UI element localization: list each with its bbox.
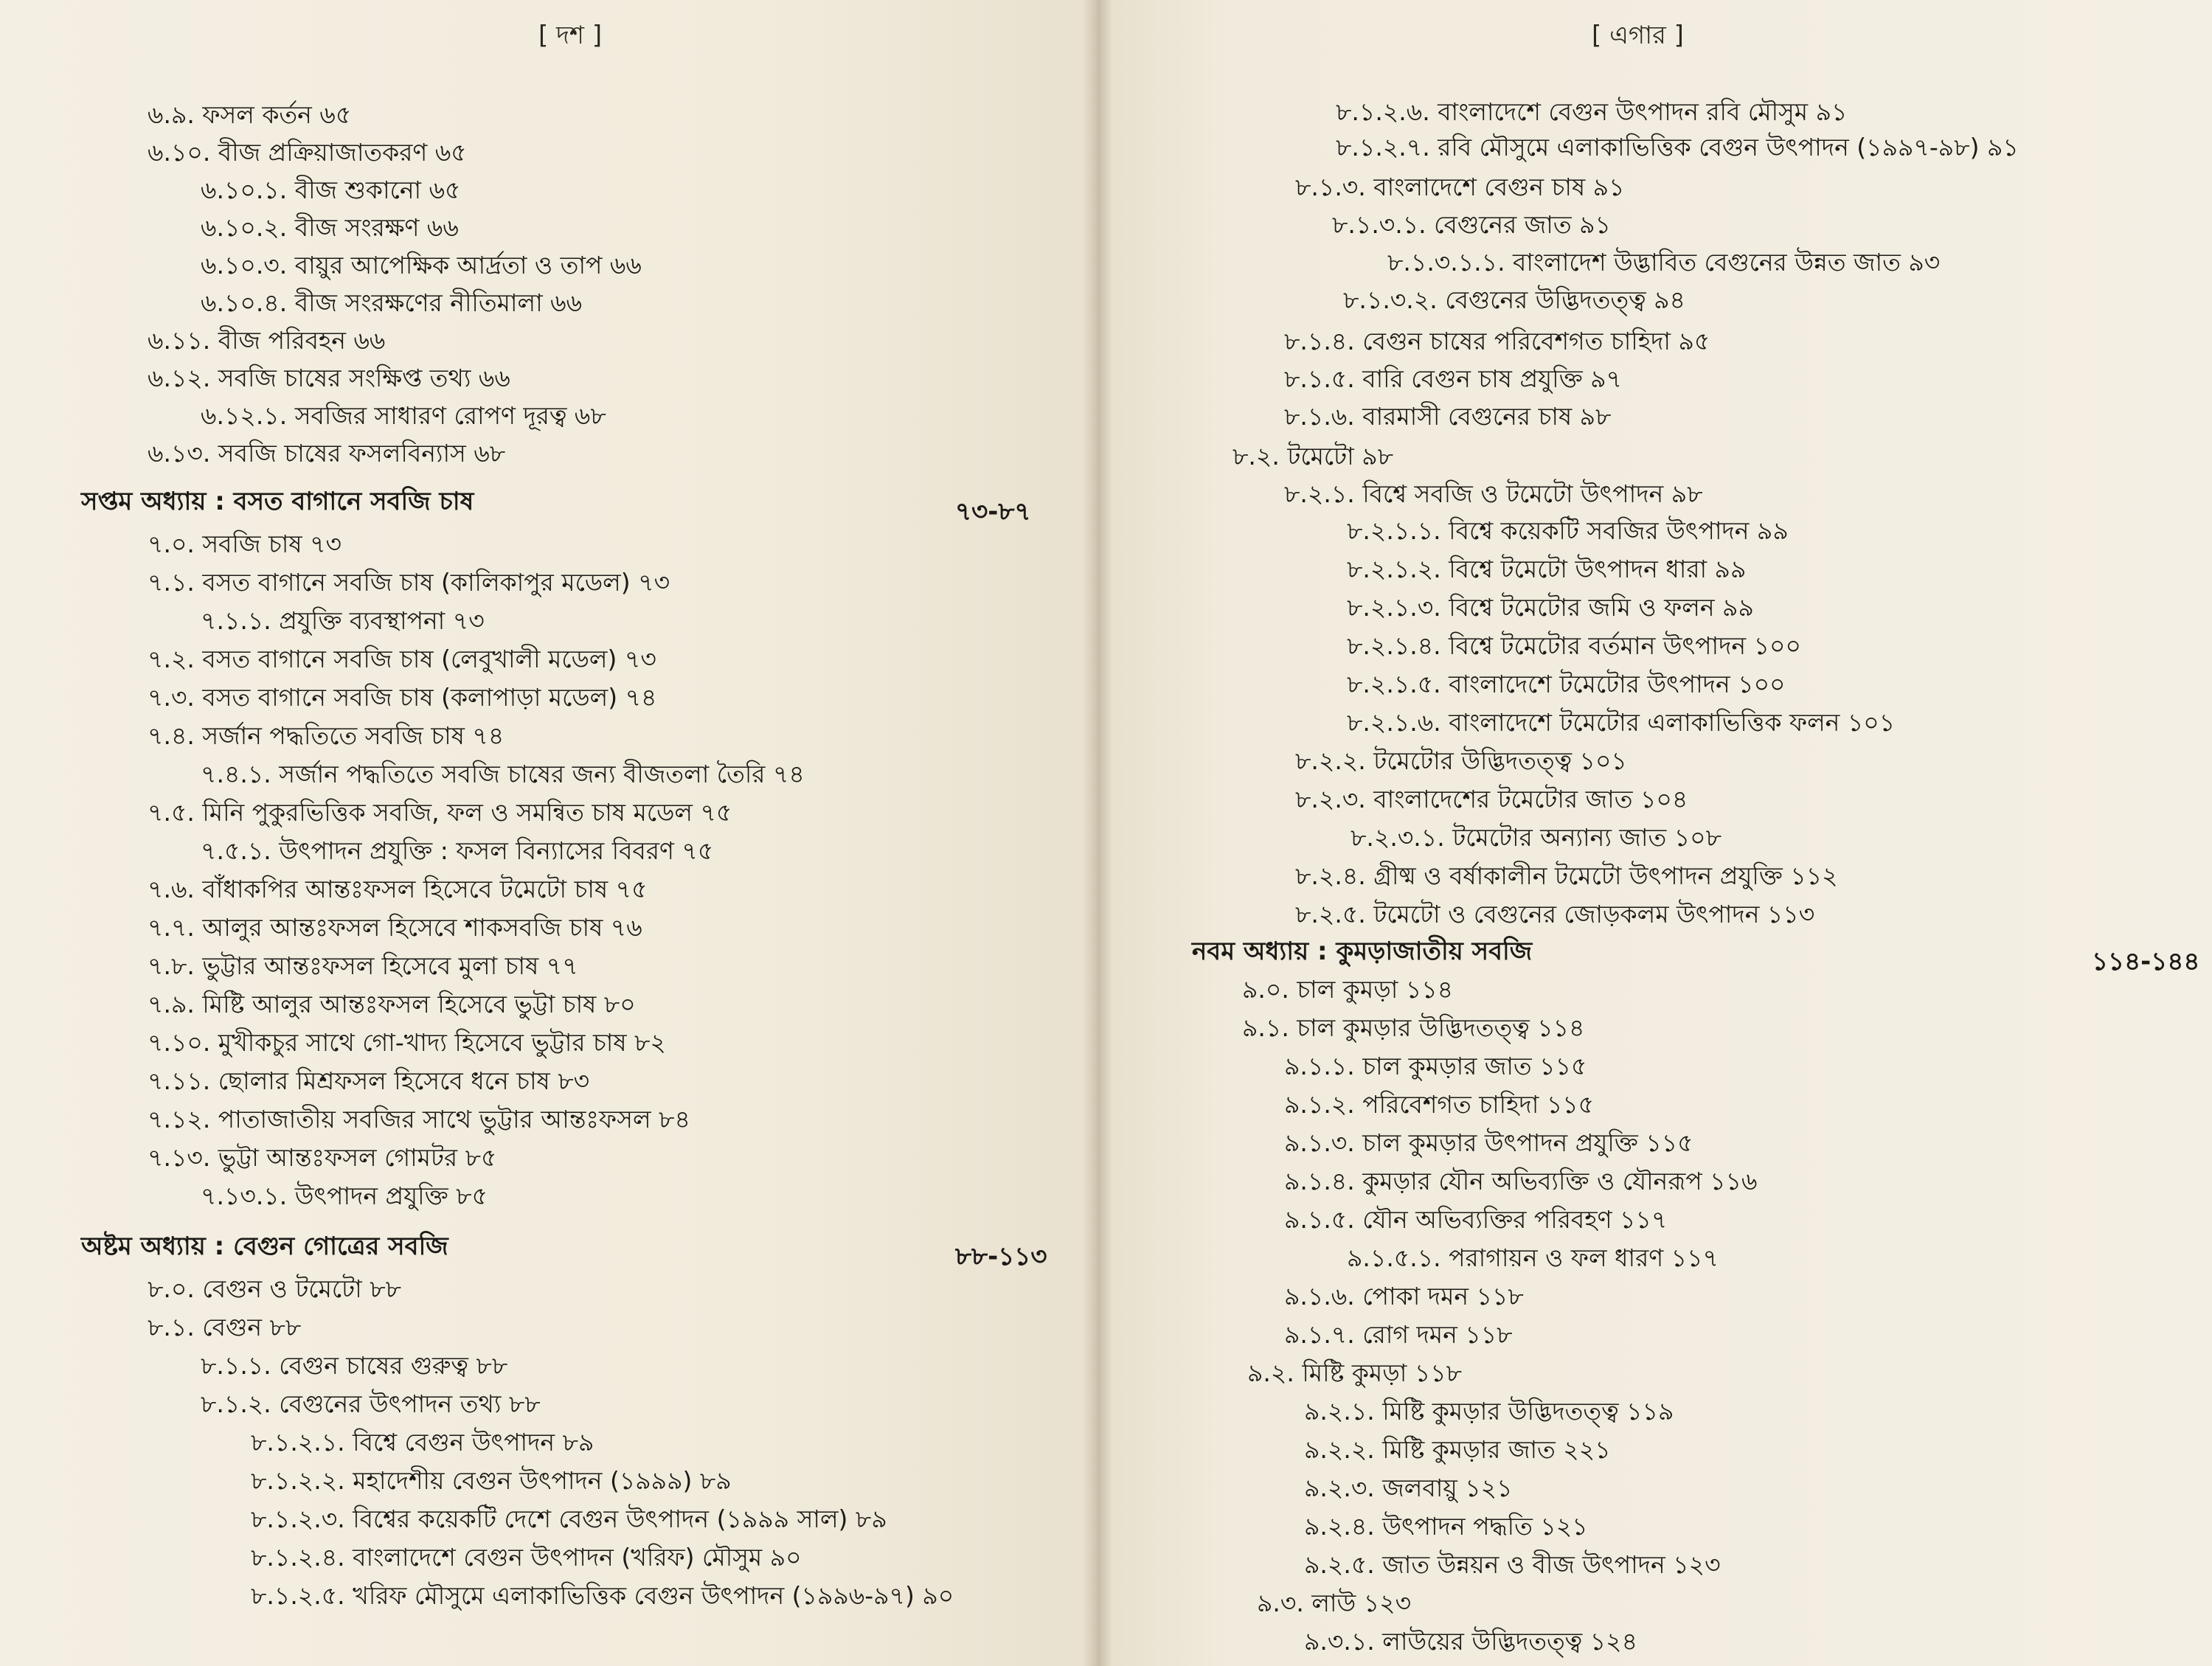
toc-entry: ৯.১.৩. চাল কুমড়ার উৎপাদন প্রযুক্তি ১১৫	[1284, 1128, 1693, 1157]
toc-entry: ৭.৪.১. সর্জান পদ্ধতিতে সবজি চাষের জন্য বীজতলা তৈরি ৭৪	[201, 760, 805, 788]
left-page	[0, 0, 1096, 1666]
toc-entry: ৭.১১. ছোলার মিশ্রফসল হিসেবে ধনে চাষ ৮৩	[148, 1066, 590, 1095]
toc-entry: ৮.১.২.২. মহাদেশীয় বেগুন উৎপাদন (১৯৯৯) ৮৯	[251, 1466, 732, 1495]
chapter-heading: অষ্টম অধ্যায় : বেগুন গোত্রের সবজি	[81, 1232, 448, 1261]
toc-entry: ৮.২.১.৬. বাংলাদেশে টমেটোর এলাকাভিত্তিক ফলন ১০১	[1347, 708, 1896, 737]
right-page	[1096, 0, 2212, 1666]
toc-entry: ৬.১০.২. বীজ সংরক্ষণ ৬৬	[201, 213, 459, 242]
toc-entry: ৮.২.১.১. বিশ্বে কয়েকটি সবজির উৎপাদন ৯৯	[1347, 516, 1789, 545]
toc-entry: ৯.২.৪. উৎপাদন পদ্ধতি ১২১	[1304, 1512, 1588, 1541]
toc-entry: ৮.১.২.১. বিশ্বে বেগুন উৎপাদন ৮৯	[251, 1428, 594, 1457]
toc-entry: ৬.১১. বীজ পরিবহন ৬৬	[148, 326, 386, 355]
toc-entry: ৯.১.৫.১. পরাগায়ন ও ফল ধারণ ১১৭	[1347, 1243, 1719, 1272]
toc-entry: ৯.১.৬. পোকা দমন ১১৮	[1284, 1282, 1524, 1311]
toc-entry: ৬.১০.৪. বীজ সংরক্ষণের নীতিমালা ৬৬	[201, 288, 583, 317]
toc-entry: ৮.২.১.২. বিশ্বে টমেটো উৎপাদন ধারা ৯৯	[1347, 555, 1747, 583]
toc-entry: ৯.২.৩. জলবায়ু ১২১	[1304, 1474, 1513, 1502]
toc-entry: ৭.১৩.১. উৎপাদন প্রযুক্তি ৮৫	[201, 1181, 488, 1210]
toc-entry: ৯.৩. লাউ ১২৩	[1257, 1589, 1412, 1617]
book-gutter	[1083, 0, 1112, 1666]
toc-entry: ৭.১০. মুখীকচুর সাথে গো-খাদ্য হিসেবে ভুট্টার চাষ ৮২	[148, 1028, 666, 1057]
toc-entry: ৮.১.৩.১. বেগুনের জাত ৯১	[1332, 210, 1611, 239]
toc-entry: ৮.১.৬. বারমাসী বেগুনের চাষ ৯৮	[1284, 402, 1612, 431]
toc-entry: ৬.১২.১. সবজির সাধারণ রোপণ দূরত্ব ৬৮	[201, 401, 606, 430]
toc-entry: ৮.১.২.৩. বিশ্বের কয়েকটি দেশে বেগুন উৎপাদন (১৯৯৯ সাল) ৮৯	[251, 1504, 887, 1533]
toc-entry: ৭.৩. বসত বাগানে সবজি চাষ (কলাপাড়া মডেল) ৭৪	[148, 683, 657, 712]
toc-entry: ৬.১০.৩. বায়ুর আপেক্ষিক আর্দ্রতা ও তাপ ৬৬	[201, 251, 642, 280]
toc-entry: ৭.৬. বাঁধাকপির আন্তঃফসল হিসেবে টমেটো চাষ ৭৫	[148, 875, 648, 903]
toc-entry: ৮.০. বেগুন ও টমেটো ৮৮	[148, 1274, 402, 1303]
toc-entry: ৬.১০.১. বীজ শুকানো ৬৫	[201, 176, 461, 204]
toc-entry: ৭.১৩. ভুট্টা আন্তঃফসল গোমটর ৮৫	[148, 1143, 497, 1172]
toc-entry: ৭.৫. মিনি পুকুরভিত্তিক সবজি, ফল ও সমন্বিত চাষ মডেল ৭৫	[148, 798, 732, 827]
toc-entry: ৮.১. বেগুন ৮৮	[148, 1313, 302, 1342]
toc-entry: ৯.০. চাল কুমড়া ১১৪	[1242, 975, 1454, 1004]
toc-entry: ৭.৭. আলুর আন্তঃফসল হিসেবে শাকসবজি চাষ ৭৬	[148, 913, 642, 942]
toc-entry: ৮.১.১. বেগুন চাষের গুরুত্ব ৮৮	[201, 1351, 508, 1380]
toc-entry: ৭.২. বসত বাগানে সবজি চাষ (লেবুখালী মডেল) ৭৩	[148, 645, 656, 673]
toc-entry: ৯.২. মিষ্টি কুমড়া ১১৮	[1247, 1358, 1463, 1387]
toc-entry: ৬.১৩. সবজি চাষের ফসলবিন্যাস ৬৮	[148, 439, 506, 468]
toc-entry: ৭.১২. পাতাজাতীয় সবজির সাথে ভুট্টার আন্তঃফসল ৮৪	[148, 1105, 690, 1134]
toc-entry: ৯.২.১. মিষ্টি কুমড়ার উদ্ভিদতত্ত্ব ১১৯	[1304, 1397, 1674, 1426]
chapter-heading: নবম অধ্যায় : কুমড়াজাতীয় সবজি	[1192, 937, 1533, 966]
toc-left	[0, 0, 1096, 1666]
toc-entry: ৯.১.৪. কুমড়ার যৌন অভিব্যক্তি ও যৌনরূপ ১১৬	[1284, 1167, 1758, 1195]
page-header-right: [ এগার ]	[1592, 21, 1684, 50]
toc-entry: ৬.৯. ফসল কর্তন ৬৫	[148, 100, 352, 129]
chapter-page-range: ১১৪-১৪৪	[2092, 947, 2200, 976]
toc-entry: ৮.২.৩. বাংলাদেশের টমেটোর জাত ১০৪	[1295, 785, 1688, 813]
toc-entry: ৮.১.২.৬. বাংলাদেশে বেগুন উৎপাদন রবি মৌসুম ৯১	[1336, 97, 1848, 126]
toc-entry: ৯.৩.১. লাউয়ের উদ্ভিদতত্ত্ব ১২৪	[1304, 1627, 1637, 1656]
toc-entry: ৮.২. টমেটো ৯৮	[1232, 442, 1394, 471]
toc-entry: ৯.১.২. পরিবেশগত চাহিদা ১১৫	[1284, 1090, 1595, 1119]
toc-entry: ৮.১.২.৪. বাংলাদেশে বেগুন উৎপাদন (খরিফ) মৌসুম ৯০	[251, 1543, 802, 1572]
page-header-left: [ দশ ]	[538, 21, 603, 50]
toc-entry: ৭.৪. সর্জান পদ্ধতিতে সবজি চাষ ৭৪	[148, 721, 505, 750]
chapter-heading: সপ্তম অধ্যায় : বসত বাগানে সবজি চাষ	[81, 487, 474, 516]
chapter-page-range: ৮৮-১১৩	[955, 1242, 1047, 1271]
toc-entry: ৯.২.২. মিষ্টি কুমড়ার জাত ২২১	[1304, 1435, 1611, 1464]
toc-entry: ৮.১.২. বেগুনের উৎপাদন তথ্য ৮৮	[201, 1389, 541, 1418]
toc-entry: ৮.২.১. বিশ্বে সবজি ও টমেটো উৎপাদন ৯৮	[1284, 479, 1703, 508]
toc-entry: ৭.৯. মিষ্টি আলুর আন্তঃফসল হিসেবে ভুট্টা চাষ ৮০	[148, 990, 636, 1018]
toc-entry: ৭.১. বসত বাগানে সবজি চাষ (কালিকাপুর মডেল) ৭৩	[148, 568, 670, 597]
toc-entry: ৮.১.৫. বারি বেগুন চাষ প্রযুক্তি ৯৭	[1284, 364, 1622, 393]
toc-entry: ৮.১.২.৭. রবি মৌসুমে এলাকাভিত্তিক বেগুন উৎপাদন (১৯৯৭-৯৮) ৯১	[1336, 133, 2019, 162]
toc-entry: ৮.২.২. টমেটোর উদ্ভিদতত্ত্ব ১০১	[1295, 746, 1627, 775]
toc-entry: ৮.২.১.৫. বাংলাদেশে টমেটোর উৎপাদন ১০০	[1347, 670, 1786, 698]
toc-entry: ৮.২.৩.১. টমেটোর অন্যান্য জাত ১০৮	[1351, 823, 1722, 852]
toc-entry: ৭.৫.১. উৎপাদন প্রযুক্তি : ফসল বিন্যাসের বিবরণ ৭৫	[201, 836, 714, 865]
toc-entry: ৭.১.১. প্রযুক্তি ব্যবস্থাপনা ৭৩	[201, 606, 485, 635]
toc-entry: ৮.২.১.৩. বিশ্বে টমেটোর জমি ও ফলন ৯৯	[1347, 593, 1754, 622]
chapter-page-range: ৭৩-৮৭	[955, 497, 1031, 527]
toc-entry: ৯.২.৫. জাত উন্নয়ন ও বীজ উৎপাদন ১২৩	[1304, 1550, 1721, 1579]
toc-entry: ৭.৮. ভুট্টার আন্তঃফসল হিসেবে মুলা চাষ ৭৭	[148, 951, 578, 980]
toc-entry: ৮.১.৪. বেগুন চাষের পরিবেশগত চাহিদা ৯৫	[1284, 327, 1710, 355]
toc-entry: ৮.২.৪. গ্রীষ্ম ও বর্ষাকালীন টমেটো উৎপাদন প্রযুক্তি ১১২	[1295, 861, 1838, 890]
toc-entry: ৯.১.১. চাল কুমড়ার জাত ১১৫	[1284, 1052, 1587, 1080]
toc-entry: ৮.১.২.৫. খরিফ মৌসুমে এলাকাভিত্তিক বেগুন উৎপাদন (১৯৯৬-৯৭) ৯০	[251, 1581, 954, 1610]
toc-entry: ৮.২.৫. টমেটো ও বেগুনের জোড়কলম উৎপাদন ১১৩	[1295, 900, 1815, 929]
toc-entry: ৭.০. সবজি চাষ ৭৩	[148, 530, 341, 558]
toc-entry: ৮.১.৩.১.১. বাংলাদেশ উদ্ভাবিত বেগুনের উন্নত জাত ৯৩	[1387, 248, 1941, 277]
toc-entry: ৮.১.৩.২. বেগুনের উদ্ভিদতত্ত্ব ৯৪	[1343, 285, 1685, 314]
toc-entry: ৮.১.৩. বাংলাদেশে বেগুন চাষ ৯১	[1295, 173, 1625, 201]
toc-entry: ৯.১.৫. যৌন অভিব্যক্তির পরিবহণ ১১৭	[1284, 1205, 1668, 1234]
toc-right	[1096, 0, 2212, 1666]
toc-entry: ৬.১০. বীজ প্রক্রিয়াজাতকরণ ৬৫	[148, 138, 467, 167]
toc-entry: ৯.১. চাল কুমড়ার উদ্ভিদতত্ত্ব ১১৪	[1242, 1013, 1585, 1042]
toc-entry: ৯.১.৭. রোগ দমন ১১৮	[1284, 1320, 1513, 1349]
toc-entry: ৬.১২. সবজি চাষের সংক্ষিপ্ত তথ্য ৬৬	[148, 364, 510, 392]
toc-entry: ৮.২.১.৪. বিশ্বে টমেটোর বর্তমান উৎপাদন ১০০	[1347, 631, 1801, 660]
